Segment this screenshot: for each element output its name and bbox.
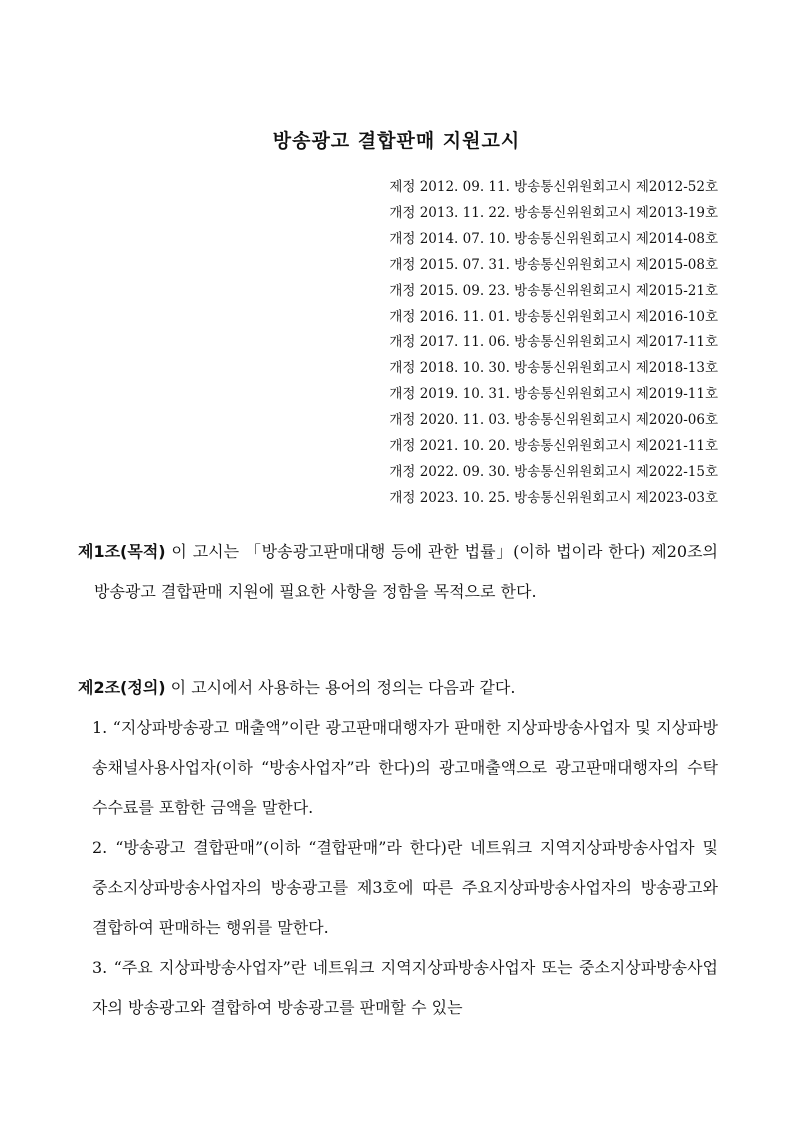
definition-list: [78, 708, 718, 1028]
revision-entry: 제정 2012. 09. 11. 방송통신위원회고시 제2012-52호: [389, 179, 718, 195]
revision-entry: 개정 2018. 10. 30. 방송통신위원회고시 제2018-13호: [389, 360, 718, 377]
revision-history: [389, 175, 718, 512]
article-1-heading: 제1조(목적): [78, 542, 166, 561]
revision-entry: 개정 2013. 11. 22. 방송통신위원회고시 제2013-19호: [389, 204, 718, 221]
article-2-text: 이 고시에서 사용하는 용어의 정의는 다음과 같다.: [165, 678, 516, 697]
article-1-paragraph: [78, 532, 718, 612]
revision-entry: 개정 2021. 10. 20. 방송통신위원회고시 제2021-11호: [389, 438, 718, 455]
article-2-paragraph: [78, 668, 718, 708]
article-2-heading: 제2조(정의): [78, 678, 166, 697]
revision-entry: 개정 2017. 11. 06. 방송통신위원회고시 제2017-11호: [389, 334, 718, 351]
revision-entry: 개정 2014. 07. 10. 방송통신위원회고시 제2014-08호: [389, 230, 718, 247]
definition-item-2: 2. “방송광고 결합판매”(이하 “결합판매”라 한다)란 네트워크 지역지상파방송사업자 및 중소지상파방송사업자의 방송광고를 제3호에 따른 주요지상파방송사업자의 방송광고와 결합하여 판매하는 행위를 말한다.: [92, 838, 718, 937]
revision-entry: 개정 2019. 10. 31. 방송통신위원회고시 제2019-11호: [389, 386, 718, 403]
revision-entry: 개정 2022. 09. 30. 방송통신위원회고시 제2022-15호: [389, 463, 718, 480]
definition-item-3: 3. “주요 지상파방송사업자”란 네트워크 지역지상파방송사업자 또는 중소지상파방송사업자의 방송광고와 결합하여 방송광고를 판매할 수 있는: [92, 958, 718, 1017]
revision-entry: 개정 2015. 09. 23. 방송통신위원회고시 제2015-21호: [389, 282, 718, 299]
revision-entry: 개정 2020. 11. 03. 방송통신위원회고시 제2020-06호: [389, 412, 718, 429]
revision-entry: 개정 2016. 11. 01. 방송통신위원회고시 제2016-10호: [389, 308, 718, 325]
definition-item-1: 1. “지상파방송광고 매출액”이란 광고판매대행자가 판매한 지상파방송사업자 및 지상파방송채널사용사업자(이하 “방송사업자”라 한다)의 광고매출액으로 광고판매대행자의 수탁수수료를 포함한 금액을 말한다.: [92, 718, 718, 817]
article-1-text: 이 고시는 「방송광고판매대행 등에 관한 법률」(이하 법이라 한다) 제20조의 방송광고 결합판매 지원에 필요한 사항을 정함을 목적으로 한다.: [94, 542, 718, 601]
article-2: [78, 668, 718, 1028]
article-1: [78, 532, 718, 612]
revision-entry: 개정 2015. 07. 31. 방송통신위원회고시 제2015-08호: [389, 256, 718, 273]
revision-entry: 개정 2023. 10. 25. 방송통신위원회고시 제2023-03호: [389, 489, 718, 506]
document-title: 방송광고 결합판매 지원고시: [272, 130, 521, 152]
